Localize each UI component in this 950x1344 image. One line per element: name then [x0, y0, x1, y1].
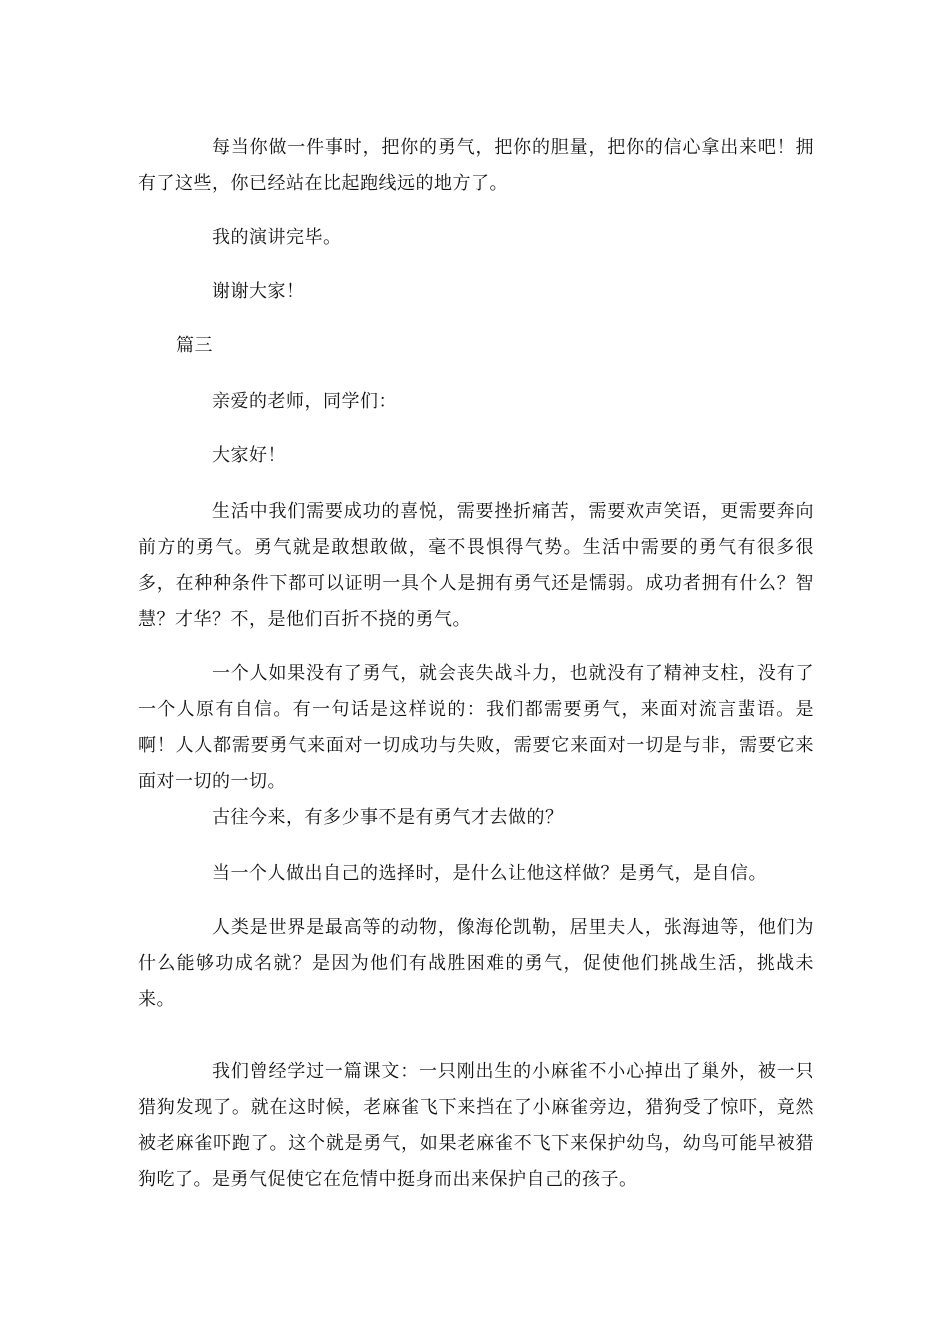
paragraph-life-needs-courage: 生活中我们需要成功的喜悦，需要挫折痛苦，需要欢声笑语，更需要奔向前方的勇气。勇气就是敢想敢做，毫不畏惧得气势。生活中需要的勇气有很多很多，在种种条件下都可以证明一具个人是拥有勇气还是懦弱。成功者拥有什么？智慧？才华？不，是他们百折不挠的勇气。 — [138, 501, 814, 630]
paragraph-salutation: 亲爱的老师，同学们： — [212, 391, 397, 412]
paragraph-thanks: 谢谢大家！ — [212, 281, 305, 302]
paragraph-without-courage: 一个人如果没有了勇气，就会丧失战斗力，也就没有了精神支柱，没有了一个人原有自信。有一句话是这样说的：我们都需要勇气，来面对流言蜚语。是啊！人人都需要勇气来面对一切成功与失败，需要它来面对一切是与非，需要它来面对一切的一切。 — [138, 663, 814, 792]
paragraph-greeting: 大家好！ — [212, 445, 286, 466]
paragraph-great-people: 人类是世界是最高等的动物，像海伦凯勒，居里夫人，张海迪等，他们为什么能够功成名就？是因为他们有战胜困难的勇气，促使他们挑战生活，挑战未来。 — [138, 917, 814, 1010]
paragraph-making-choices: 当一个人做出自己的选择时，是什么让他这样做？是勇气，是自信。 — [212, 863, 767, 884]
section-heading: 篇三 — [176, 335, 213, 356]
paragraph-sparrow-story: 我们曾经学过一篇课文：一只刚出生的小麻雀不小心掉出了巢外，被一只猎狗发现了。就在这时候，老麻雀飞下来挡在了小麻雀旁边，猎狗受了惊吓，竟然被老麻雀吓跑了。这个就是勇气，如果老麻雀不飞下来保护幼鸟，幼鸟可能早被猎狗吃了。是勇气促使它在危情中挺身而出来保护自己的孩子。 — [138, 1061, 814, 1190]
paragraph-speech-end: 我的演讲完毕。 — [212, 227, 342, 248]
paragraph-since-ancient-times: 古往今来，有多少事不是有勇气才去做的？ — [212, 807, 564, 828]
paragraph-courage-closing: 每当你做一件事时，把你的勇气，把你的胆量，把你的信心拿出来吧！拥有了这些，你已经站在比起跑线远的地方了。 — [138, 137, 814, 194]
